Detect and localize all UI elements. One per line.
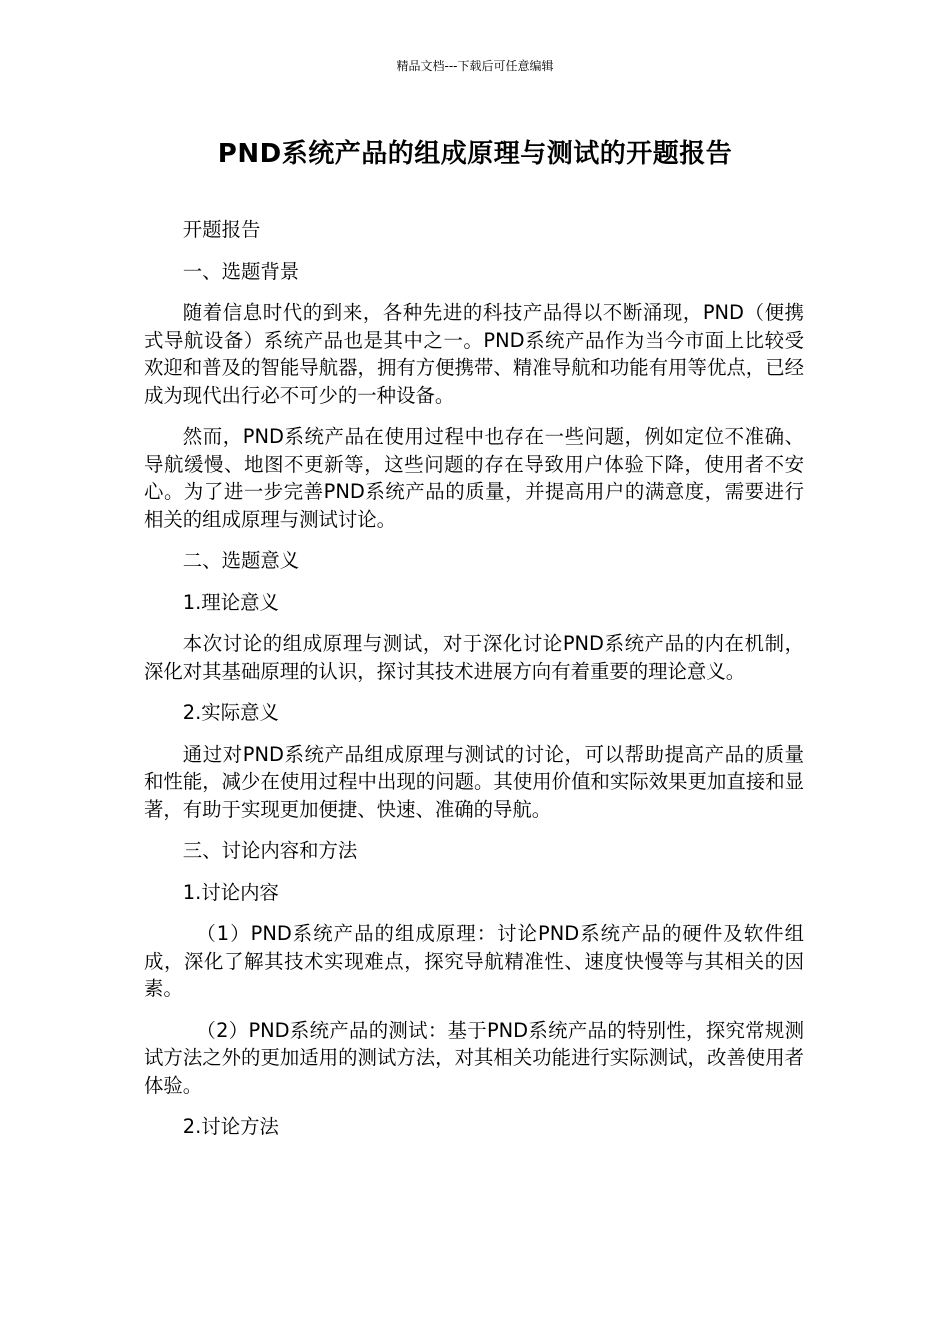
paragraph-background-2: 然而，PND系统产品在使用过程中也存在一些问题，例如定位不准确、导航缓慢、地图不更新等，这些问题的存在导致用户体验下降，使用者不安心。为了进一步完善PND系统产品的质量，并提高用户的满意度，需要进行相关的组成原理与测试讨论。 [144, 425, 804, 531]
document-title: PND系统产品的组成原理与测试的开题报告 [217, 139, 733, 169]
heading-background: 一、选题背景 [182, 259, 300, 283]
paragraph-practice: 通过对PND系统产品组成原理与测试的讨论，可以帮助提高产品的质量和性能，减少在使用过程中出现的问题。其使用价值和实际效果更加直接和显著，有助于实现更加便捷、快速、准确的导航。 [144, 742, 804, 821]
header-note: 精品文档---下载后可任意编辑 [396, 59, 554, 73]
heading-significance: 二、选题意义 [182, 549, 300, 572]
paragraph-report-label: 开题报告 [182, 218, 261, 241]
paragraph-background-1: 随着信息时代的到来，各种先进的科技产品得以不断涌现，PND（便携式导航设备）系统产品也是其中之一。PND系统产品作为当今市面上比较受欢迎和普及的智能导航器，拥有方便携带、精准导航和功能有用等优点，已经成为现代出行必不可少的一种设备。 [144, 301, 804, 407]
heading-content-method: 三、讨论内容和方法 [182, 839, 358, 862]
subheading-theory: 1.理论意义 [182, 590, 279, 614]
subheading-method: 2.讨论方法 [182, 1115, 279, 1138]
paragraph-content-1: （1）PND系统产品的组成原理：讨论PND系统产品的硬件及软件组成，深化了解其技术实现难点，探究导航精准性、速度快慢等与其相关的因素。 [144, 922, 804, 1000]
paragraph-content-2: （2）PND系统产品的测试：基于PND系统产品的特别性，探究常规测试方法之外的更加适用的测试方法，对其相关功能进行实际测试，改善使用者体验。 [144, 1018, 804, 1097]
subheading-content: 1.讨论内容 [182, 880, 279, 904]
paragraph-theory: 本次讨论的组成原理与测试，对于深化讨论PND系统产品的内在机制，深化对其基础原理的认识，探讨其技术进展方向有着重要的理论意义。 [144, 632, 804, 683]
subheading-practice: 2.实际意义 [182, 701, 279, 724]
document-body [144, 216, 804, 1155]
